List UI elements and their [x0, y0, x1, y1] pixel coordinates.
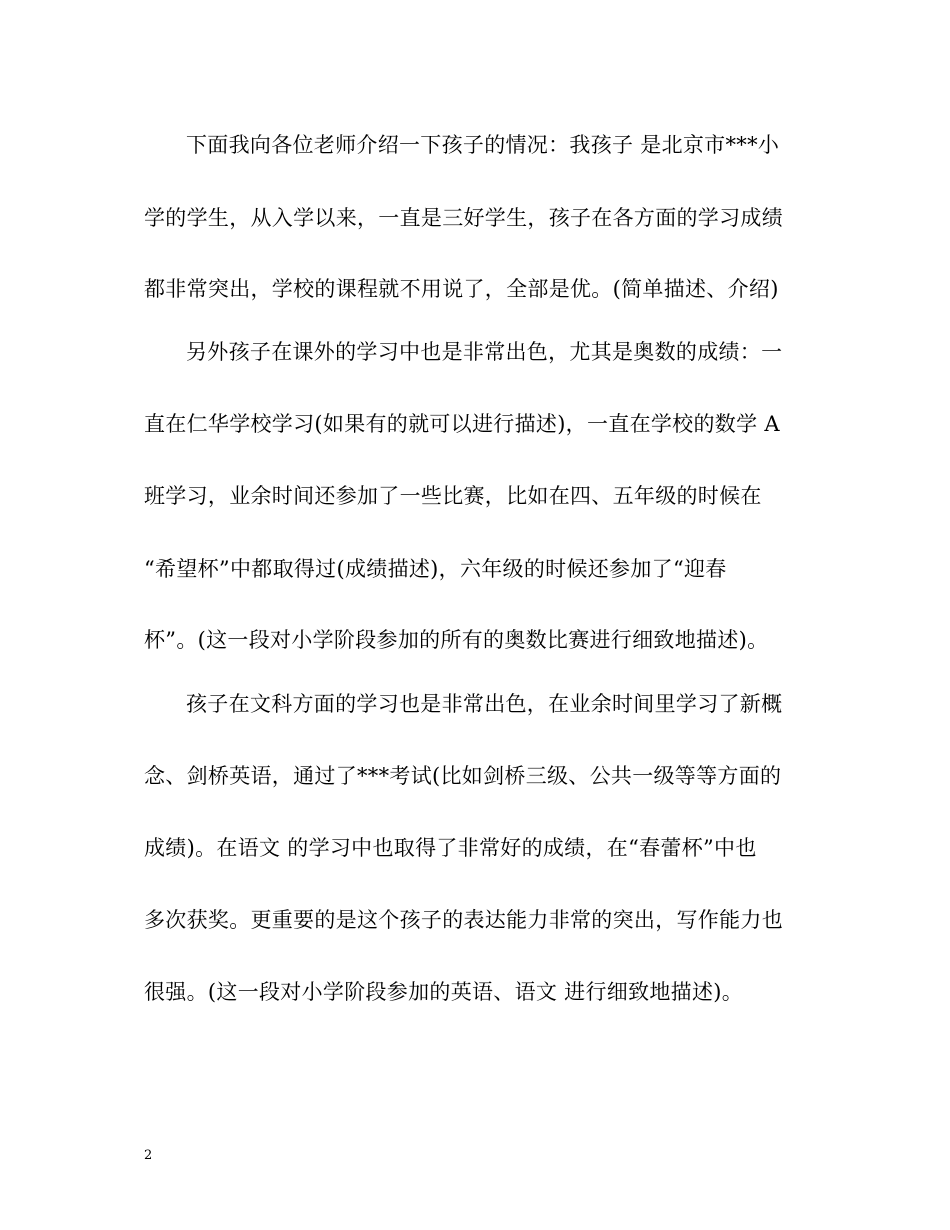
paragraph-3-line-5: 很强。(这一段对小学阶段参加的英语、语文 进行细致地描述)。 — [144, 980, 744, 1004]
paragraph-2-line-2: 直在仁华学校学习(如果有的就可以进行描述)，一直在学校的数学 A — [144, 412, 780, 436]
paragraph-2-line-4: “希望杯”中都取得过(成绩描述)，六年级的时候还参加了“迎春 — [144, 557, 727, 581]
paragraph-1-line-1: 下面我向各位老师介绍一下孩子的情况：我孩子 是北京市***小 — [186, 133, 780, 157]
paragraph-3-line-3: 成绩)。在语文 的学习中也取得了非常好的成绩，在“春蕾杯”中也 — [144, 836, 757, 860]
paragraph-3-line-1: 孩子在文科方面的学习也是非常出色，在业余时间里学习了新概 — [186, 692, 783, 716]
paragraph-3-line-4: 多次获奖。更重要的是这个孩子的表达能力非常的突出，写作能力也 — [144, 908, 783, 932]
paragraph-2-line-5: 杯”。(这一段对小学阶段参加的所有的奥数比赛进行细致地描述)。 — [144, 628, 769, 652]
paragraph-2-line-3: 班学习，业余时间还参加了一些比赛，比如在四、五年级的时候在 — [144, 484, 762, 508]
page-number: 2 — [144, 1148, 153, 1163]
paragraph-1-line-2: 学的学生，从入学以来，一直是三好学生，孩子在各方面的学习成绩 — [144, 206, 783, 230]
paragraph-1-line-3: 都非常突出，学校的课程就不用说了，全部是优。(简单描述、介绍) — [144, 277, 779, 301]
paragraph-3-line-2: 念、剑桥英语，通过了***考试(比如剑桥三级、公共一级等等方面的 — [144, 764, 782, 788]
paragraph-2-line-1: 另外孩子在课外的学习中也是非常出色，尤其是奥数的成绩：一 — [186, 340, 783, 364]
